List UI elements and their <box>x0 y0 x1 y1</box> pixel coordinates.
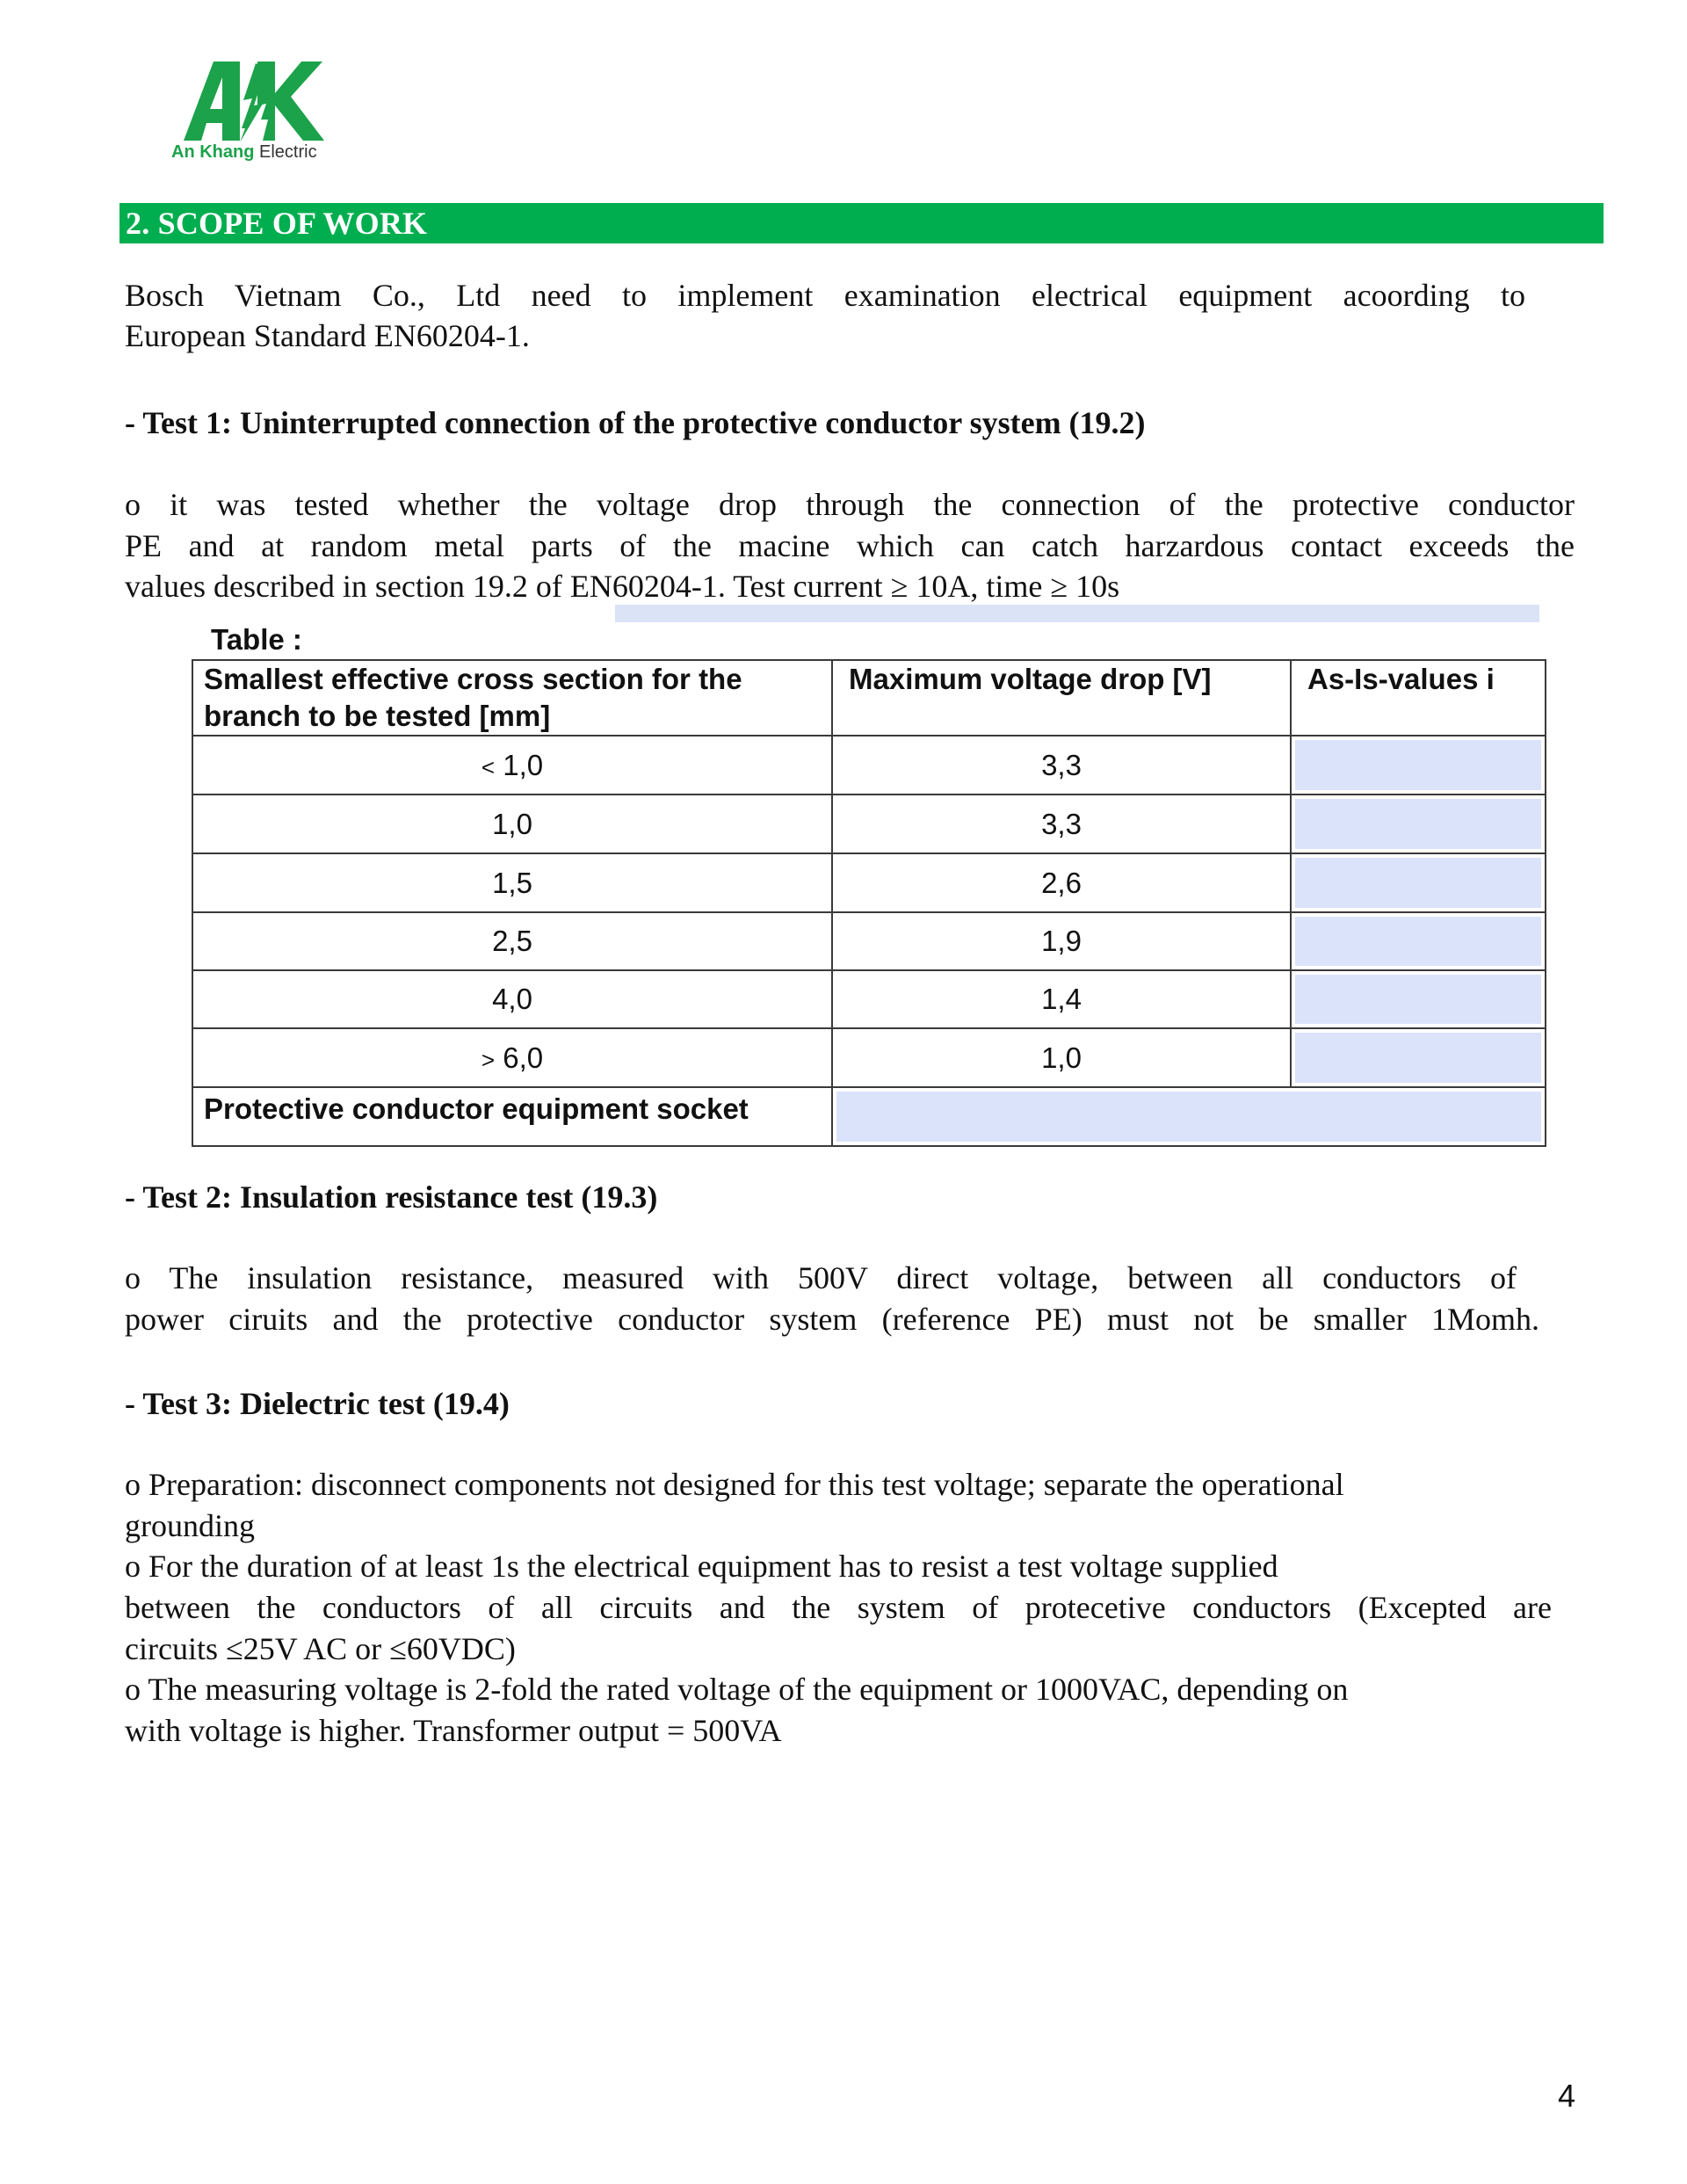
max-drop-cell: 2,6 <box>832 853 1291 912</box>
test3-line-7: with voltage is higher. Transformer output = 500VA <box>125 1713 782 1748</box>
test1-line-2: PE and at random metal parts of the macine which can catch harzardous contact exceeds the <box>125 528 1575 563</box>
max-drop-cell: 1,4 <box>832 970 1291 1028</box>
as-is-value-input[interactable] <box>1291 1028 1546 1087</box>
table-header-row <box>192 660 1546 736</box>
header-as-is-values: As-Is-values i <box>1291 660 1546 736</box>
socket-value-input[interactable] <box>832 1087 1546 1146</box>
cross-section-value: 1,0 <box>503 748 544 781</box>
header-max-voltage-drop: Maximum voltage drop [V] <box>832 660 1291 736</box>
as-is-value-input[interactable] <box>1291 853 1546 912</box>
as-is-value-input[interactable] <box>1291 795 1546 853</box>
page-number: 4 <box>1558 2078 1576 2114</box>
table-row <box>192 853 1546 912</box>
as-is-value-input[interactable] <box>1291 736 1546 795</box>
section-header-bar <box>119 203 1604 243</box>
table-label: Table : <box>211 623 302 656</box>
test3-line-5: circuits ≤25V AC or ≤60VDC) <box>125 1631 516 1666</box>
test2-line-1: o The insulation resistance, measured with 500V direct voltage, between all conductors of <box>125 1260 1517 1295</box>
highlight-strip <box>615 605 1539 622</box>
cross-section-cell <box>192 1028 832 1087</box>
cross-section-value: 6,0 <box>503 1041 544 1074</box>
test3-heading: - Test 3: Dielectric test (19.4) <box>125 1386 510 1421</box>
header-cross-section: Smallest effective cross section for the branch to be tested [mm] <box>192 660 832 736</box>
ak-lightning-logo-icon <box>171 58 325 142</box>
max-drop-cell: 1,9 <box>832 912 1291 970</box>
as-is-value-input[interactable] <box>1291 912 1546 970</box>
table-row <box>192 736 1546 795</box>
table-row <box>192 795 1546 853</box>
table-row <box>192 912 1546 970</box>
cross-section-cell: 1,5 <box>192 853 832 912</box>
logo-caption <box>171 141 317 163</box>
test1-heading: - Test 1: Uninterrupted connection of the protective conductor system (19.2) <box>125 405 1146 440</box>
greater-than-symbol: > <box>481 1046 496 1073</box>
section-title: 2. SCOPE OF WORK <box>126 206 428 241</box>
test2-heading: - Test 2: Insulation resistance test (19.3) <box>125 1179 658 1215</box>
max-drop-cell: 1,0 <box>832 1028 1291 1087</box>
cross-section-cell <box>192 736 832 795</box>
cross-section-cell: 4,0 <box>192 970 832 1028</box>
max-drop-cell: 3,3 <box>832 795 1291 853</box>
table-row <box>192 970 1546 1028</box>
test3-line-3: o For the duration of at least 1s the electrical equipment has to resist a test voltage supplied <box>125 1549 1278 1584</box>
less-than-symbol: < <box>481 753 496 780</box>
test2-line-2: power ciruits and the protective conductor system (reference PE) must not be smaller 1Momh. <box>125 1302 1539 1337</box>
test3-line-4: between the conductors of all circuits and the system of protecetive conductors (Excepted are <box>125 1590 1552 1625</box>
socket-label: Protective conductor equipment socket <box>192 1087 832 1146</box>
test3-line-1: o Preparation: disconnect components not designed for this test voltage; separate the operational <box>125 1467 1344 1502</box>
test3-line-2: grounding <box>125 1508 255 1543</box>
voltage-drop-table <box>192 659 1546 1147</box>
cross-section-cell: 1,0 <box>192 795 832 853</box>
table-footer-row <box>192 1087 1546 1146</box>
test3-line-6: o The measuring voltage is 2-fold the rated voltage of the equipment or 1000VAC, depending on <box>125 1672 1349 1707</box>
intro-line-2: European Standard EN60204-1. <box>125 318 530 353</box>
test1-line-1: o it was tested whether the voltage drop through the connection of the protective conductor <box>125 487 1575 522</box>
as-is-value-input[interactable] <box>1291 970 1546 1028</box>
company-logo <box>171 58 325 167</box>
logo-brand-text: An Khang <box>171 142 255 162</box>
test1-line-3: values described in section 19.2 of EN60204-1. Test current ≥ 10A, time ≥ 10s <box>125 569 1120 604</box>
table-row <box>192 1028 1546 1087</box>
max-drop-cell: 3,3 <box>832 736 1291 795</box>
intro-line-1: Bosch Vietnam Co., Ltd need to implement examination electrical equipment acoording to <box>125 278 1525 313</box>
logo-suffix-text: Electric <box>259 142 317 162</box>
cross-section-cell: 2,5 <box>192 912 832 970</box>
